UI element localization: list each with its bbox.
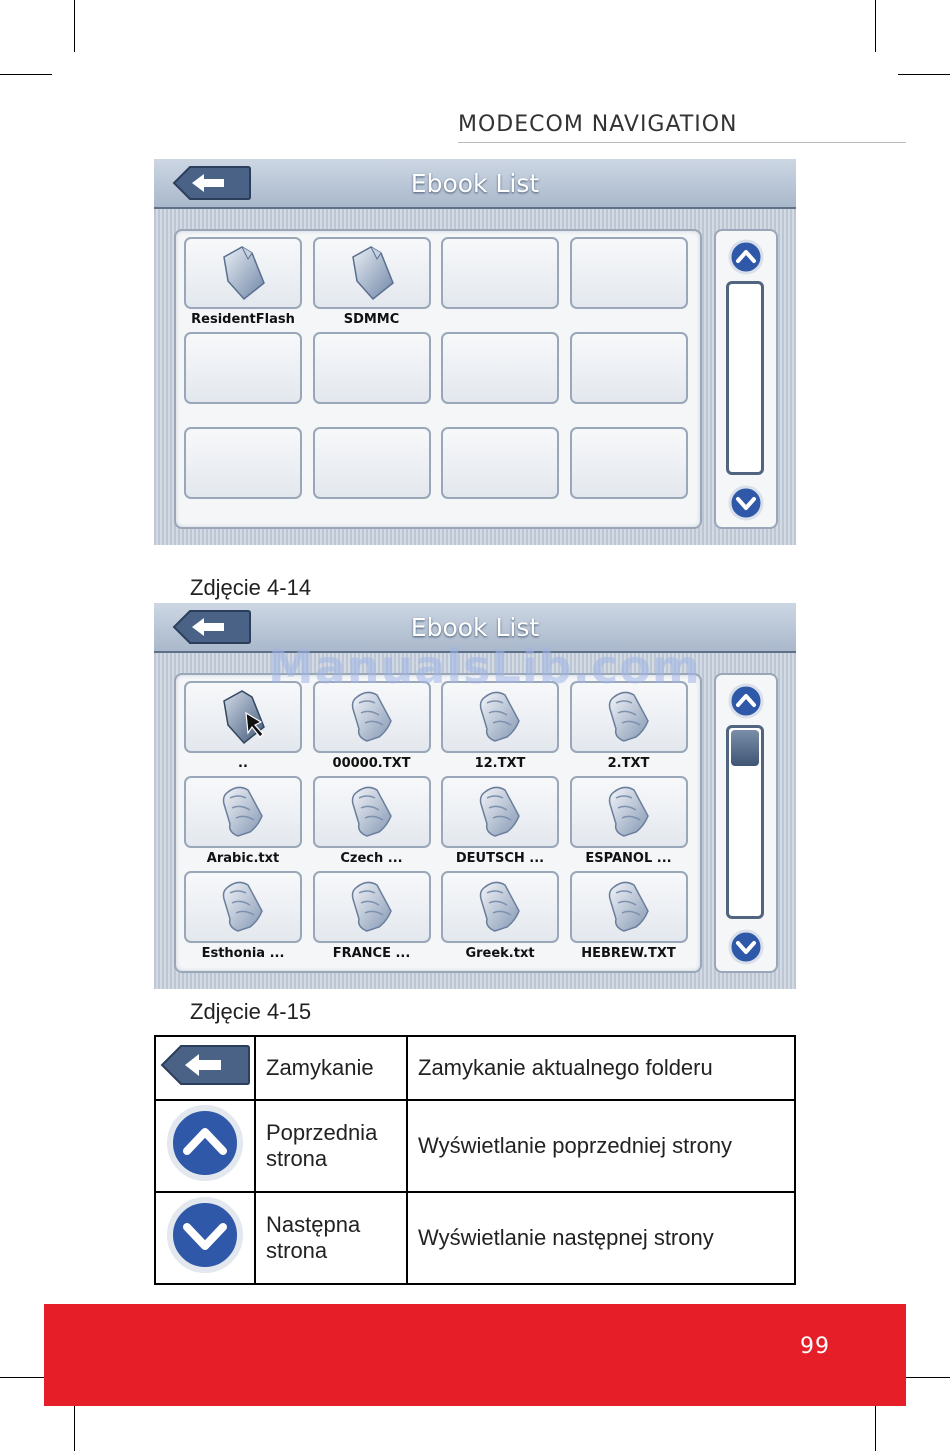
ebook-list-screen-1 xyxy=(154,159,796,545)
empty-slot xyxy=(313,332,431,404)
file-label: FRANCE ... xyxy=(332,946,411,961)
file-tile xyxy=(441,332,559,404)
crop-mark xyxy=(74,1399,75,1451)
file-label: Esthonia ... xyxy=(201,946,285,961)
empty-slot xyxy=(184,332,302,404)
file-item[interactable] xyxy=(184,237,302,327)
scroll-panel xyxy=(714,229,778,529)
scroll-up-button[interactable] xyxy=(728,683,764,719)
legend-icon-cell xyxy=(155,1100,255,1192)
legend-row xyxy=(155,1036,795,1100)
file-grid xyxy=(174,229,702,529)
file-item[interactable] xyxy=(441,871,559,961)
file-item[interactable] xyxy=(313,776,431,866)
file-item[interactable] xyxy=(184,776,302,866)
header-rule xyxy=(458,142,906,143)
file-tile xyxy=(570,332,688,404)
file-label: 12.TXT xyxy=(474,756,526,771)
file-label: Arabic.txt xyxy=(206,851,280,866)
file-tile[interactable] xyxy=(441,871,559,943)
crop-mark xyxy=(898,74,950,75)
empty-slot xyxy=(441,237,559,309)
file-label: 00000.TXT xyxy=(332,756,411,771)
legend-row xyxy=(155,1100,795,1192)
legend-name: Zamykanie xyxy=(255,1036,407,1100)
scroll-track[interactable] xyxy=(726,281,764,475)
legend-description: Wyświetlanie poprzedniej strony xyxy=(407,1100,795,1192)
brand-header: MODECOM NAVIGATION xyxy=(458,112,738,137)
empty-slot xyxy=(570,332,688,404)
empty-slot xyxy=(570,427,688,499)
file-tile[interactable] xyxy=(313,237,431,309)
legend-description: Zamykanie aktualnego folderu xyxy=(407,1036,795,1100)
file-tile xyxy=(313,427,431,499)
file-label: Czech ... xyxy=(340,851,403,866)
file-label: DEUTSCH ... xyxy=(455,851,545,866)
footer-bar xyxy=(44,1304,906,1406)
file-tile xyxy=(570,427,688,499)
crop-mark xyxy=(0,74,52,75)
empty-slot xyxy=(441,427,559,499)
file-tile[interactable] xyxy=(313,871,431,943)
file-tile[interactable] xyxy=(184,871,302,943)
file-label: HEBREW.TXT xyxy=(581,946,676,961)
legend-table xyxy=(154,1035,796,1285)
legend-name: Następna strona xyxy=(255,1192,407,1284)
scroll-panel xyxy=(714,673,778,973)
legend-name: Poprzednia strona xyxy=(255,1100,407,1192)
file-item[interactable] xyxy=(184,871,302,961)
file-tile[interactable] xyxy=(184,776,302,848)
legend-row xyxy=(155,1192,795,1284)
legend-icon-cell xyxy=(155,1036,255,1100)
file-tile[interactable] xyxy=(184,237,302,309)
figure-caption: Zdjęcie 4-15 xyxy=(190,999,312,1024)
file-tile xyxy=(184,427,302,499)
figure-caption: Zdjęcie 4-14 xyxy=(190,575,312,600)
file-label: SDMMC xyxy=(343,312,400,327)
file-grid xyxy=(174,673,702,973)
file-tile xyxy=(184,332,302,404)
file-tile xyxy=(441,427,559,499)
legend-icon-cell xyxy=(155,1192,255,1284)
file-item[interactable] xyxy=(313,237,431,327)
scroll-thumb[interactable] xyxy=(731,730,759,766)
file-label: Greek.txt xyxy=(465,946,535,961)
empty-slot xyxy=(570,237,688,309)
page-number: 99 xyxy=(800,1334,830,1359)
legend-description: Wyświetlanie następnej strony xyxy=(407,1192,795,1284)
file-label: ESPANOL ... xyxy=(585,851,672,866)
empty-slot xyxy=(184,427,302,499)
file-tile[interactable] xyxy=(313,776,431,848)
file-tile xyxy=(313,332,431,404)
scroll-up-button[interactable] xyxy=(728,239,764,275)
empty-slot xyxy=(441,332,559,404)
watermark: ManualsLib.com xyxy=(268,640,701,694)
chevron-up-icon xyxy=(165,1103,245,1183)
file-item[interactable] xyxy=(570,776,688,866)
title-bar xyxy=(154,159,796,209)
crop-mark xyxy=(875,0,876,52)
crop-mark xyxy=(74,0,75,52)
crop-mark xyxy=(875,1399,876,1451)
file-tile[interactable] xyxy=(570,776,688,848)
chevron-down-icon xyxy=(165,1195,245,1275)
file-tile[interactable] xyxy=(570,871,688,943)
scroll-down-button[interactable] xyxy=(728,485,764,521)
file-tile[interactable] xyxy=(441,776,559,848)
file-tile xyxy=(570,237,688,309)
file-item[interactable] xyxy=(570,871,688,961)
screen-title: Ebook List xyxy=(410,613,540,642)
scroll-down-button[interactable] xyxy=(728,929,764,965)
file-label: .. xyxy=(238,756,248,771)
screen-title: Ebook List xyxy=(410,169,540,198)
empty-slot xyxy=(313,427,431,499)
file-item[interactable] xyxy=(441,776,559,866)
file-label: 2.TXT xyxy=(607,756,650,771)
file-item[interactable] xyxy=(313,871,431,961)
file-tile xyxy=(441,237,559,309)
scroll-track[interactable] xyxy=(726,725,764,919)
file-label: ResidentFlash xyxy=(191,312,295,327)
back-arrow-icon xyxy=(159,1043,251,1087)
